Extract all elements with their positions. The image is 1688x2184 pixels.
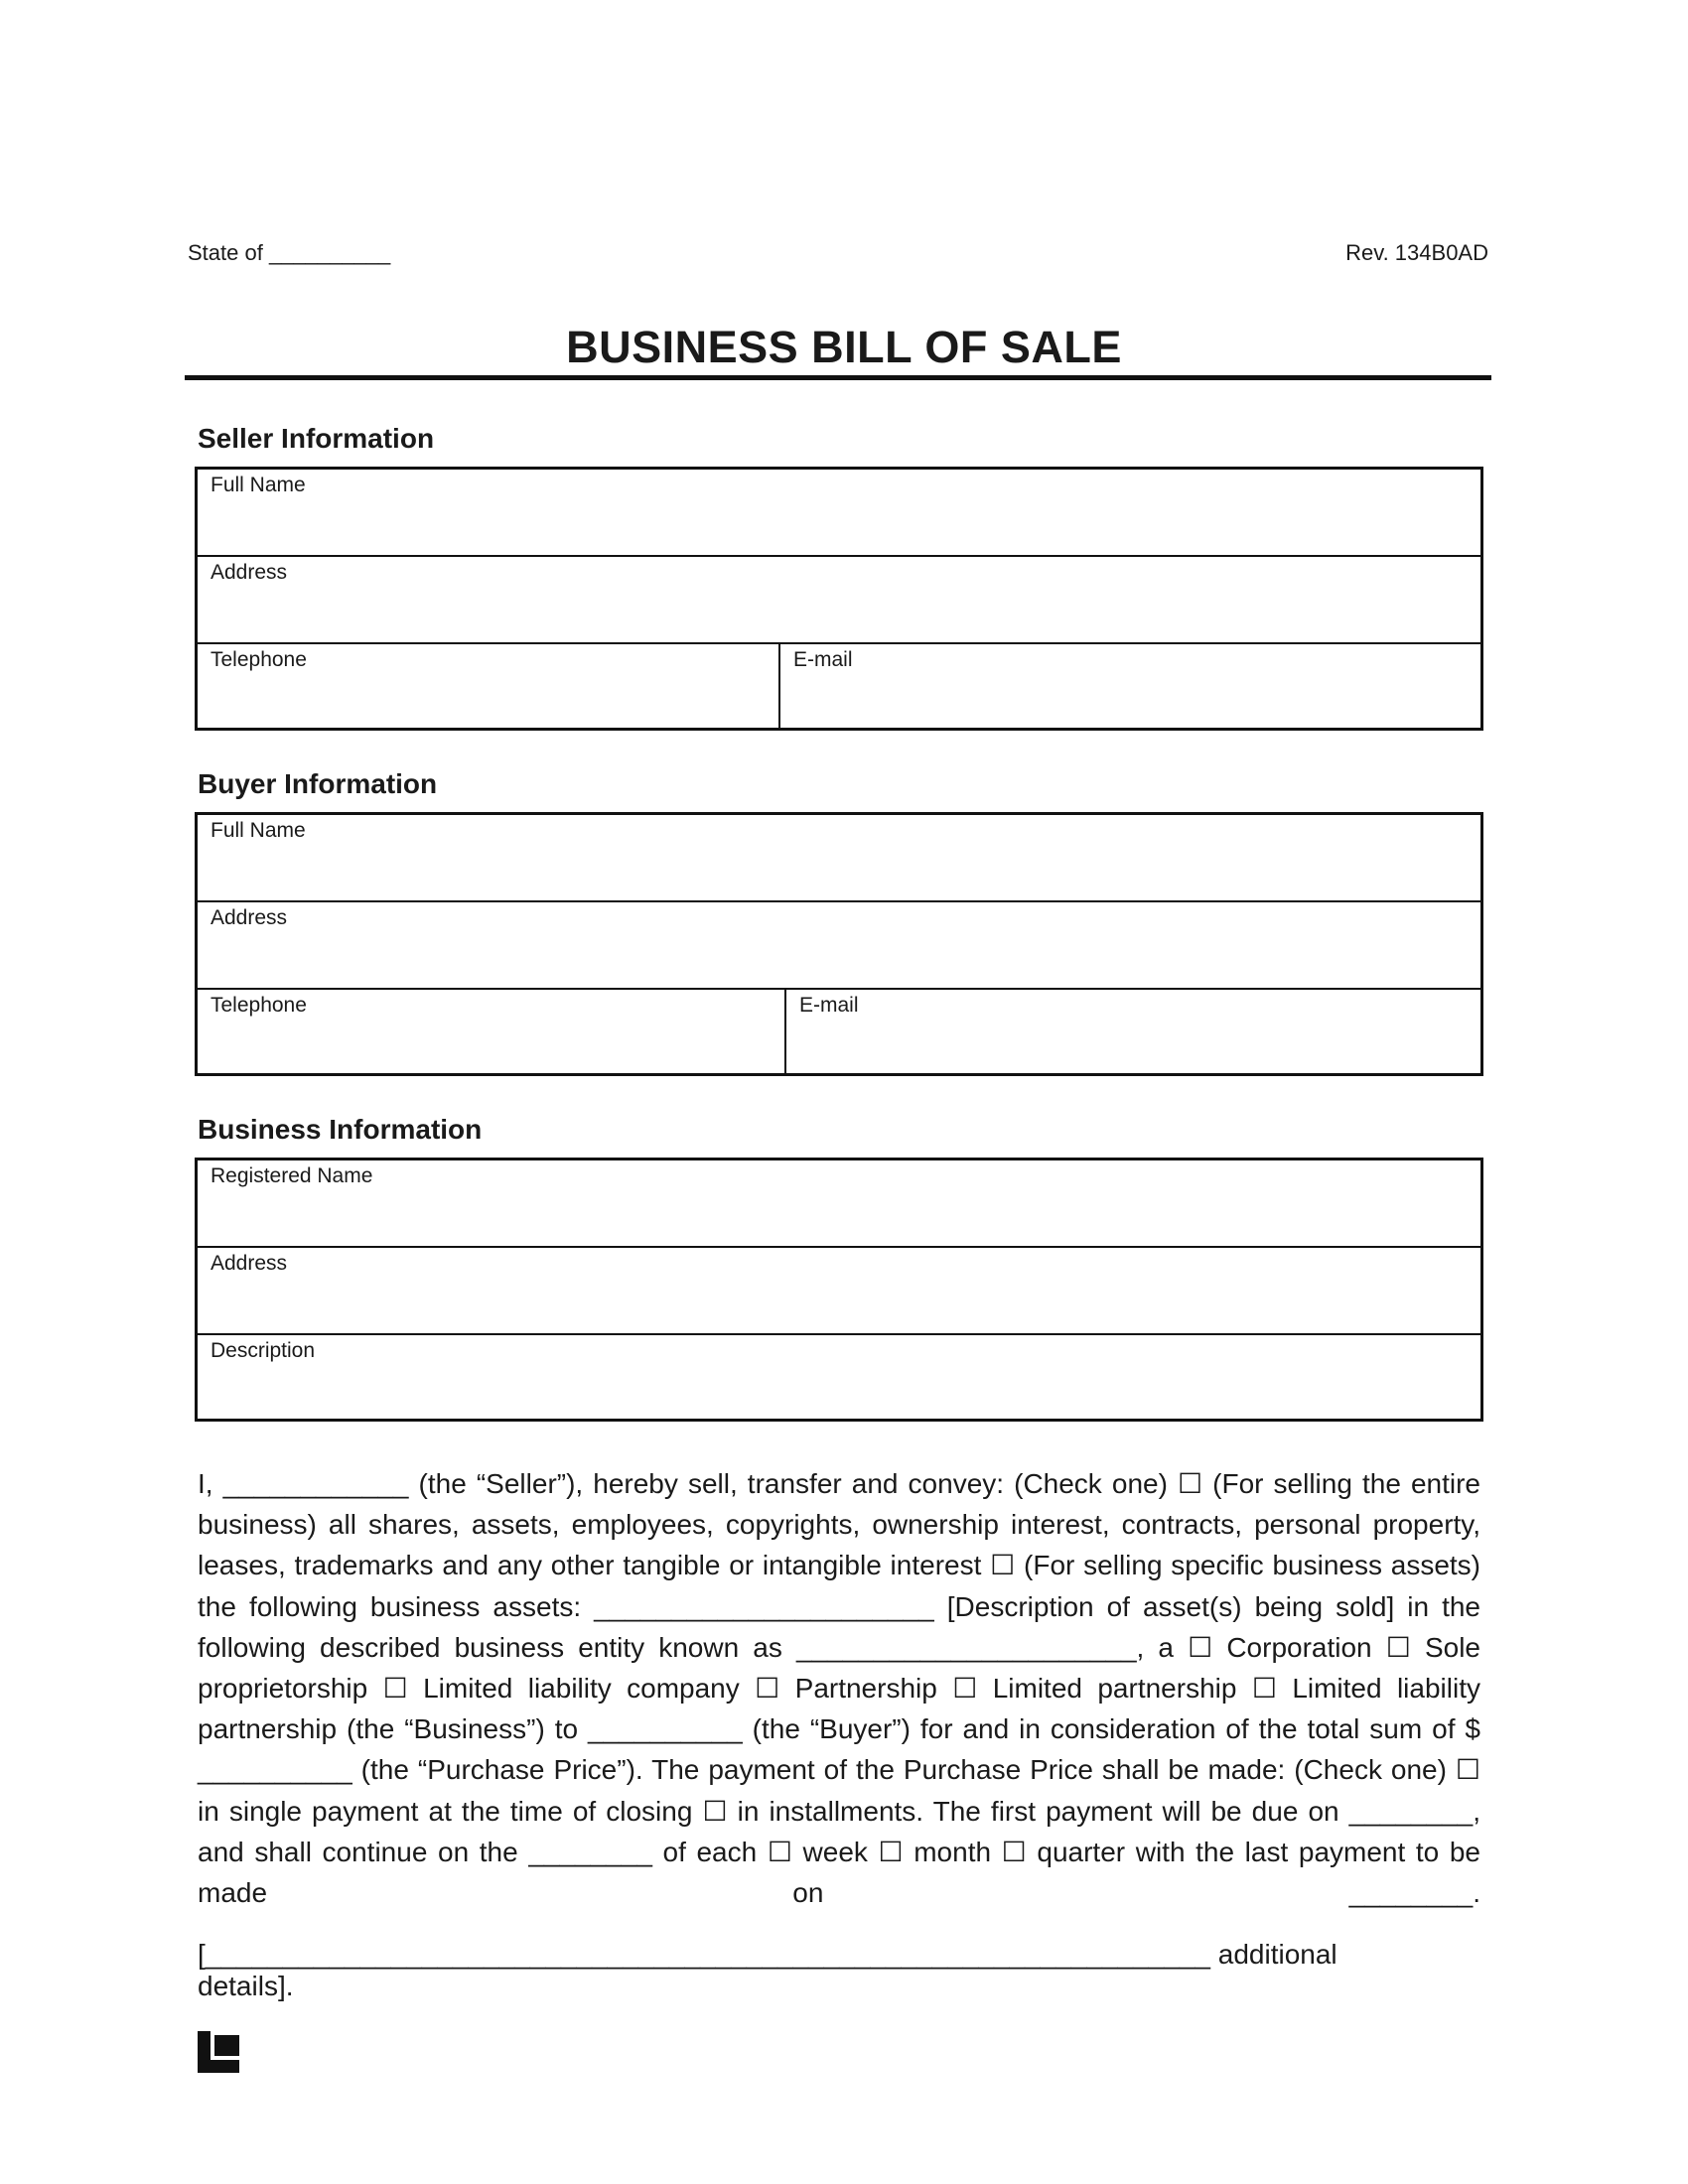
seller-contact-row <box>198 644 1480 728</box>
buyer-address-label: Address <box>211 906 288 929</box>
revision-number: Rev. 134B0AD <box>1345 240 1488 265</box>
buyer-email-field[interactable] <box>784 990 1480 1073</box>
buyer-email-label: E-mail <box>799 994 859 1017</box>
seller-address-label: Address <box>211 561 288 584</box>
seller-address-field[interactable] <box>198 557 1480 644</box>
buyer-form <box>195 812 1483 1076</box>
additional-details-field[interactable]: [_________________________________________________________________ additional details]. <box>198 1939 1337 2001</box>
business-address-field[interactable] <box>198 1248 1480 1335</box>
seller-heading: Seller Information <box>198 423 435 454</box>
document-title: BUSINESS BILL OF SALE <box>566 322 1122 372</box>
business-registered-name-label: Registered Name <box>211 1164 373 1187</box>
buyer-telephone-label: Telephone <box>211 994 307 1017</box>
buyer-address-field[interactable] <box>198 902 1480 990</box>
buyer-contact-row <box>198 990 1480 1073</box>
buyer-telephone-field[interactable] <box>198 990 784 1073</box>
header-line <box>188 240 1488 266</box>
buyer-heading: Buyer Information <box>198 768 438 799</box>
business-heading: Business Information <box>198 1114 483 1145</box>
business-description-label: Description <box>211 1339 316 1362</box>
business-form <box>195 1158 1483 1422</box>
document-logo-icon <box>198 2031 239 2073</box>
business-address-label: Address <box>211 1252 288 1275</box>
buyer-full-name-field[interactable] <box>198 815 1480 902</box>
seller-telephone-label: Telephone <box>211 648 307 671</box>
sale-terms-paragraph: I, ____________ (the “Seller”), hereby sell, transfer and convey: (Check one) ☐ (For selling the entire business) all shares, assets, employees, copyrights, ownership interest, contracts, personal property, leases, trademarks and any other tangible or intangible interest ☐ (For selling specific business assets) the following business assets: ______________________ [Description of asset(s) being sold] in the following described business entity known as ______________________, a ☐ Corporation ☐ Sole proprietorship ☐ Limited liability company ☐ Partnership ☐ Limited partnership ☐ Limited liability partnership (the “Business”) to __________ (the “Buyer”) for and in consideration of the total sum of $ __________ (the “Purchase Price”). The payment of the Purchase Price shall be made: (Check one) ☐ in single payment at the time of closing ☐ in installments. The first payment will be due on ________, and shall continue on the ________ of each ☐ week ☐ month ☐ quarter with the last payment to be made on ________. <box>198 1468 1480 1909</box>
seller-email-field[interactable] <box>778 644 1480 728</box>
seller-full-name-label: Full Name <box>211 474 306 496</box>
business-description-field[interactable] <box>198 1335 1480 1419</box>
state-field[interactable]: State of __________ <box>188 240 391 265</box>
seller-email-label: E-mail <box>793 648 853 671</box>
business-registered-name-field[interactable] <box>198 1160 1480 1248</box>
seller-full-name-field[interactable] <box>198 470 1480 557</box>
title-divider <box>185 375 1491 380</box>
buyer-full-name-label: Full Name <box>211 819 306 842</box>
seller-telephone-field[interactable] <box>198 644 778 728</box>
seller-form <box>195 467 1483 731</box>
